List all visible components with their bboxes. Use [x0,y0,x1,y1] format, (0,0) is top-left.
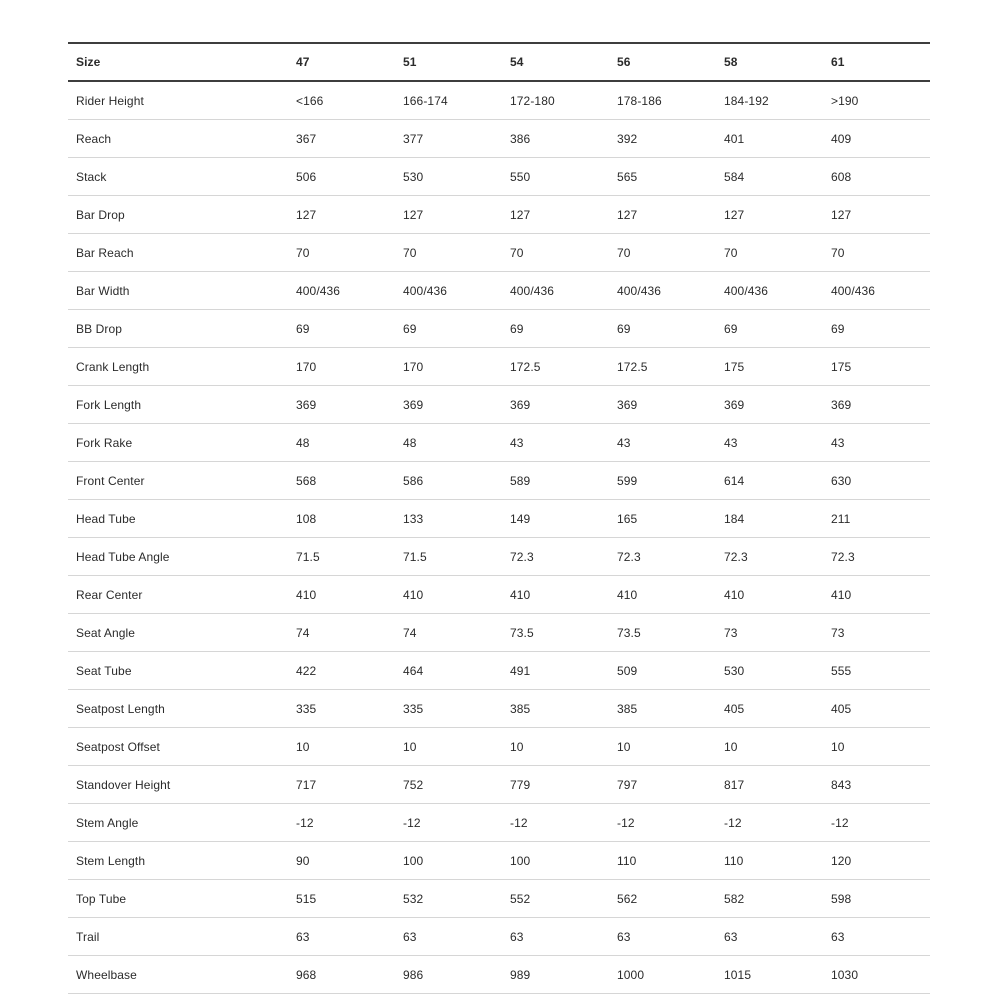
cell-value: 73 [823,614,930,652]
table-row [68,500,930,538]
cell-value: 369 [609,386,716,424]
cell-value: 552 [502,880,609,918]
row-label: Fork Rake [68,424,288,462]
cell-value: 568 [288,462,395,500]
cell-value: -12 [716,804,823,842]
cell-value: 555 [823,652,930,690]
cell-value: 400/436 [823,272,930,310]
table-row [68,956,930,994]
cell-value: 779 [502,766,609,804]
table-row [68,576,930,614]
table-row [68,652,930,690]
cell-value: 69 [502,310,609,348]
cell-value: 72.3 [823,538,930,576]
cell-value: 100 [395,842,502,880]
column-header-size-58: 58 [716,43,823,81]
cell-value: 400/436 [288,272,395,310]
cell-value: 405 [716,690,823,728]
table-row [68,690,930,728]
cell-value: 74 [288,614,395,652]
cell-value: 10 [288,728,395,766]
cell-value: 133 [395,500,502,538]
row-label: Front Center [68,462,288,500]
cell-value: 400/436 [502,272,609,310]
cell-value: 614 [716,462,823,500]
cell-value: 120 [823,842,930,880]
cell-value: 184 [716,500,823,538]
table-row [68,310,930,348]
cell-value: 752 [395,766,502,804]
cell-value: 63 [823,918,930,956]
cell-value: 335 [395,690,502,728]
cell-value: 73 [716,614,823,652]
table-row [68,766,930,804]
cell-value: 69 [395,310,502,348]
cell-value: 630 [823,462,930,500]
cell-value: 405 [823,690,930,728]
cell-value: >190 [823,81,930,120]
cell-value: 43 [502,424,609,462]
table-row [68,538,930,576]
cell-value: 367 [288,120,395,158]
cell-value: 184-192 [716,81,823,120]
row-label: Seat Angle [68,614,288,652]
cell-value: 166-174 [395,81,502,120]
cell-value: 43 [823,424,930,462]
cell-value: 386 [502,120,609,158]
row-label: Stem Angle [68,804,288,842]
cell-value: 72.3 [609,538,716,576]
cell-value: 400/436 [395,272,502,310]
cell-value: 1015 [716,956,823,994]
cell-value: 385 [502,690,609,728]
table-row [68,234,930,272]
cell-value: 63 [288,918,395,956]
cell-value: 170 [288,348,395,386]
cell-value: 717 [288,766,395,804]
cell-value: 127 [502,196,609,234]
cell-value: 110 [716,842,823,880]
cell-value: 410 [288,576,395,614]
row-label: Crank Length [68,348,288,386]
row-label: Seat Tube [68,652,288,690]
table-row [68,424,930,462]
cell-value: 491 [502,652,609,690]
cell-value: 530 [395,158,502,196]
cell-value: 69 [288,310,395,348]
cell-value: 335 [288,690,395,728]
row-label: Fork Length [68,386,288,424]
cell-value: 986 [395,956,502,994]
row-label: Wheelbase [68,956,288,994]
row-label: Top Tube [68,880,288,918]
cell-value: 10 [823,728,930,766]
cell-value: 70 [823,234,930,272]
cell-value: 70 [716,234,823,272]
cell-value: 100 [502,842,609,880]
cell-value: 817 [716,766,823,804]
cell-value: 175 [823,348,930,386]
cell-value: 69 [823,310,930,348]
cell-value: 70 [288,234,395,272]
column-header-size-54: 54 [502,43,609,81]
table-row [68,918,930,956]
cell-value: 211 [823,500,930,538]
cell-value: 410 [609,576,716,614]
cell-value: 369 [395,386,502,424]
cell-value: -12 [502,804,609,842]
cell-value: 369 [502,386,609,424]
table-row [68,842,930,880]
table-row [68,158,930,196]
cell-value: 69 [716,310,823,348]
cell-value: 172.5 [609,348,716,386]
cell-value: 63 [609,918,716,956]
table-row [68,804,930,842]
cell-value: <166 [288,81,395,120]
row-label: Rider Height [68,81,288,120]
cell-value: 69 [609,310,716,348]
column-header-size-47: 47 [288,43,395,81]
cell-value: 175 [716,348,823,386]
table-row [68,614,930,652]
cell-value: 968 [288,956,395,994]
row-label: Bar Reach [68,234,288,272]
cell-value: 598 [823,880,930,918]
cell-value: 582 [716,880,823,918]
row-label: Stem Length [68,842,288,880]
cell-value: 43 [716,424,823,462]
cell-value: 550 [502,158,609,196]
row-label: Head Tube [68,500,288,538]
cell-value: 385 [609,690,716,728]
cell-value: 608 [823,158,930,196]
cell-value: 599 [609,462,716,500]
table-row [68,462,930,500]
cell-value: 530 [716,652,823,690]
cell-value: 369 [823,386,930,424]
cell-value: 43 [609,424,716,462]
cell-value: 464 [395,652,502,690]
cell-value: 127 [716,196,823,234]
cell-value: 48 [288,424,395,462]
cell-value: 409 [823,120,930,158]
cell-value: 401 [716,120,823,158]
cell-value: 172.5 [502,348,609,386]
cell-value: 170 [395,348,502,386]
table-row [68,196,930,234]
cell-value: 149 [502,500,609,538]
column-header-size-56: 56 [609,43,716,81]
table-row [68,348,930,386]
cell-value: 127 [609,196,716,234]
table-header [68,43,930,81]
cell-value: 369 [716,386,823,424]
column-header-size-51: 51 [395,43,502,81]
cell-value: 71.5 [288,538,395,576]
row-label: Seatpost Length [68,690,288,728]
cell-value: 410 [716,576,823,614]
cell-value: 392 [609,120,716,158]
cell-value: 10 [395,728,502,766]
row-label: Rear Center [68,576,288,614]
column-header-size-61: 61 [823,43,930,81]
cell-value: 515 [288,880,395,918]
cell-value: 70 [502,234,609,272]
cell-value: 63 [395,918,502,956]
cell-value: 90 [288,842,395,880]
geometry-table [68,42,930,994]
row-label: Bar Drop [68,196,288,234]
cell-value: -12 [609,804,716,842]
cell-value: -12 [288,804,395,842]
cell-value: 565 [609,158,716,196]
cell-value: 70 [609,234,716,272]
cell-value: 73.5 [609,614,716,652]
cell-value: 1030 [823,956,930,994]
cell-value: 400/436 [609,272,716,310]
cell-value: 72.3 [502,538,609,576]
cell-value: 70 [395,234,502,272]
cell-value: 532 [395,880,502,918]
cell-value: 509 [609,652,716,690]
cell-value: 127 [288,196,395,234]
cell-value: 127 [823,196,930,234]
cell-value: 369 [288,386,395,424]
column-header-size: Size [68,43,288,81]
table-body [68,81,930,994]
row-label: Seatpost Offset [68,728,288,766]
cell-value: 71.5 [395,538,502,576]
row-label: Trail [68,918,288,956]
table-row [68,272,930,310]
cell-value: 165 [609,500,716,538]
cell-value: 108 [288,500,395,538]
cell-value: 10 [716,728,823,766]
row-label: Bar Width [68,272,288,310]
cell-value: 410 [395,576,502,614]
cell-value: 410 [502,576,609,614]
table-header-row [68,43,930,81]
cell-value: 10 [609,728,716,766]
row-label: Stack [68,158,288,196]
cell-value: 989 [502,956,609,994]
cell-value: 74 [395,614,502,652]
cell-value: 586 [395,462,502,500]
cell-value: 410 [823,576,930,614]
cell-value: 506 [288,158,395,196]
cell-value: -12 [823,804,930,842]
cell-value: 63 [716,918,823,956]
cell-value: 1000 [609,956,716,994]
cell-value: 63 [502,918,609,956]
cell-value: 10 [502,728,609,766]
row-label: Head Tube Angle [68,538,288,576]
cell-value: 127 [395,196,502,234]
cell-value: 110 [609,842,716,880]
table-row [68,880,930,918]
cell-value: 377 [395,120,502,158]
cell-value: 584 [716,158,823,196]
row-label: Standover Height [68,766,288,804]
cell-value: 797 [609,766,716,804]
cell-value: 48 [395,424,502,462]
cell-value: 72.3 [716,538,823,576]
row-label: BB Drop [68,310,288,348]
cell-value: 589 [502,462,609,500]
table-row [68,120,930,158]
cell-value: 178-186 [609,81,716,120]
cell-value: 400/436 [716,272,823,310]
table-row [68,81,930,120]
row-label: Reach [68,120,288,158]
cell-value: 73.5 [502,614,609,652]
table-row [68,386,930,424]
cell-value: 562 [609,880,716,918]
cell-value: 422 [288,652,395,690]
cell-value: -12 [395,804,502,842]
cell-value: 843 [823,766,930,804]
cell-value: 172-180 [502,81,609,120]
table-row [68,728,930,766]
